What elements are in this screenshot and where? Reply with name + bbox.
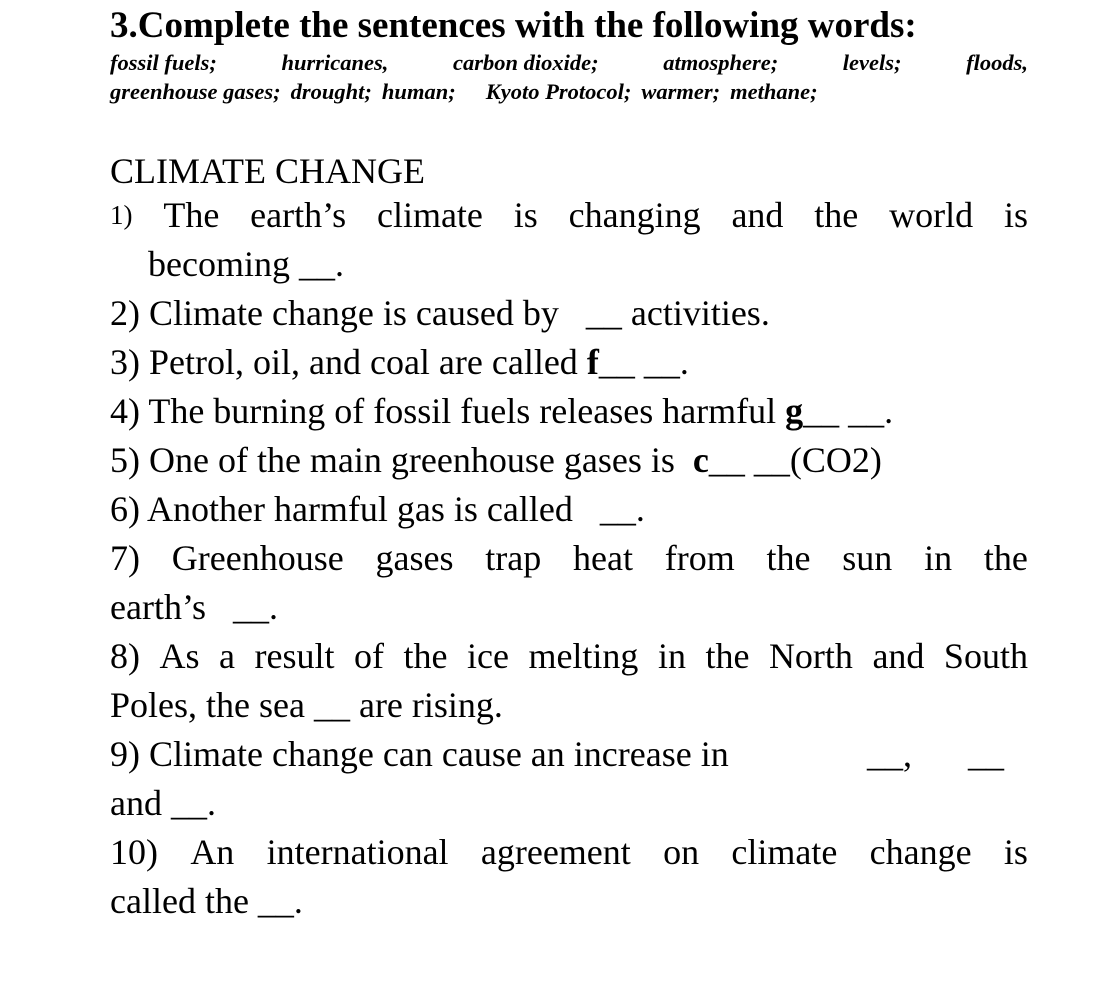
word-bank-word: atmosphere;: [663, 50, 779, 75]
word: climate: [376, 195, 483, 235]
word: climate: [731, 832, 838, 872]
sentence-7-line-1: [110, 534, 1028, 583]
blank: __,: [867, 734, 912, 774]
word: 10): [110, 832, 158, 872]
word-bank-word: drought;: [290, 79, 372, 104]
word: in: [924, 538, 953, 578]
word-bank-word: fossil fuels;: [110, 50, 217, 75]
sentence-text: 4) The burning of fossil fuels releases harmful: [110, 391, 786, 431]
word: 8): [110, 636, 140, 676]
section-title: CLIMATE CHANGE: [110, 151, 425, 191]
sentence-10-line-2: called the __.: [110, 881, 303, 921]
blank: __: [968, 734, 1004, 774]
word: the: [983, 538, 1028, 578]
word-bank-word: levels;: [842, 50, 902, 75]
word-bank-word: warmer;: [641, 79, 721, 104]
sentence-list: [110, 191, 1028, 926]
word: change: [869, 832, 972, 872]
word: North: [768, 636, 853, 676]
blank: __ __.: [803, 391, 894, 431]
sentence-text: 9) Climate change can cause an increase in: [110, 734, 729, 774]
word-bank-word: methane;: [730, 79, 818, 104]
word: The: [163, 195, 220, 235]
word: trap: [485, 538, 542, 578]
word: earth’s: [250, 195, 347, 235]
word: changing: [568, 195, 701, 235]
word: the: [814, 195, 859, 235]
word: the: [766, 538, 811, 578]
word-bank: [110, 48, 1028, 106]
blank: __ __(CO2): [708, 440, 882, 480]
word-bank-line-2: [110, 77, 1028, 106]
word: 7): [110, 538, 140, 578]
sentence-1-line-2: becoming __.: [148, 244, 344, 284]
sentence-4: [110, 387, 1028, 436]
word: from: [664, 538, 735, 578]
hint-letter: g: [785, 391, 804, 431]
word-bank-word: floods,: [966, 50, 1028, 75]
word-bank-word: carbon dioxide;: [452, 50, 599, 75]
sentence-8-line-2: Poles, the sea __ are rising.: [110, 685, 503, 725]
word-bank-line-1: [110, 48, 1028, 77]
sentence-9-line-1: [110, 730, 1028, 779]
word: in: [657, 636, 686, 676]
sentence-1-line-1: [110, 191, 1028, 240]
word: result: [254, 636, 335, 676]
word: a: [219, 636, 235, 676]
word: on: [663, 832, 700, 872]
sentence-7-line-2: earth’s __.: [110, 587, 278, 627]
word: As: [159, 636, 200, 676]
word: sun: [842, 538, 893, 578]
word: international: [266, 832, 449, 872]
word: of: [353, 636, 384, 676]
word: world: [889, 195, 974, 235]
hint-letter: c: [692, 440, 709, 480]
word: the: [705, 636, 750, 676]
word: South: [943, 636, 1028, 676]
word: and: [731, 195, 784, 235]
word: heat: [573, 538, 633, 578]
word: gases: [375, 538, 454, 578]
sentence-8-line-1: [110, 632, 1028, 681]
word: melting: [528, 636, 639, 676]
blank: __ __.: [598, 342, 689, 382]
word: Greenhouse: [171, 538, 344, 578]
word: agreement: [480, 832, 631, 872]
word: is: [1003, 195, 1028, 235]
sentence-2: 2) Climate change is caused by __ activities.: [110, 293, 770, 333]
sentence-6: 6) Another harmful gas is called __.: [110, 489, 645, 529]
sentence-5: [110, 436, 1028, 485]
sentence-text: 3) Petrol, oil, and coal are called: [110, 342, 587, 382]
exercise-heading: 3.Complete the sentences with the following words:: [110, 5, 917, 46]
word: the: [403, 636, 448, 676]
sentence-10-line-1: [110, 828, 1028, 877]
sentence-number: 1): [110, 200, 133, 230]
word: and: [872, 636, 925, 676]
word-bank-word: Kyoto Protocol;: [485, 79, 632, 104]
word-bank-word: hurricanes,: [281, 50, 389, 75]
word: An: [190, 832, 235, 872]
word: is: [1003, 832, 1028, 872]
word-bank-word: human;: [381, 79, 456, 104]
sentence-9-line-2: and __.: [110, 783, 216, 823]
word: ice: [466, 636, 509, 676]
word: is: [513, 195, 538, 235]
worksheet: [110, 4, 1028, 926]
sentence-text: 5) One of the main greenhouse gases is: [110, 440, 693, 480]
word-bank-word: greenhouse gases;: [110, 79, 281, 104]
sentence-3: [110, 338, 1028, 387]
hint-letter: f: [586, 342, 599, 382]
